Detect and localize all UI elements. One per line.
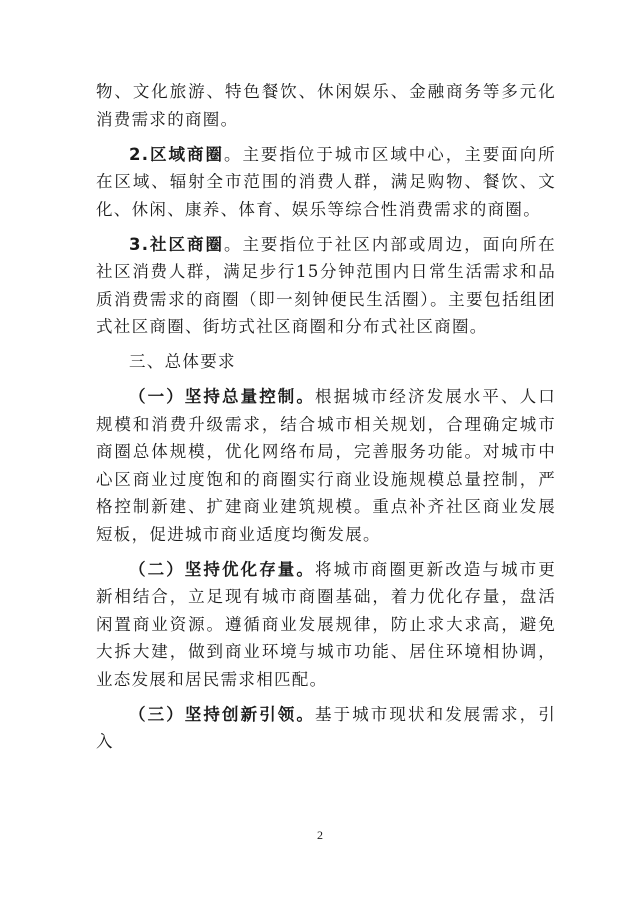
paragraph-community-business-district bbox=[96, 231, 556, 341]
body-text bbox=[96, 78, 556, 763]
paragraph-lead: 2.区域商圈 bbox=[129, 144, 224, 164]
section-heading bbox=[96, 348, 556, 376]
paragraph-optimize-stock bbox=[96, 556, 556, 694]
paragraph-lead: （一）坚持总量控制。 bbox=[129, 387, 315, 406]
paragraph-regional-business-district bbox=[96, 141, 556, 224]
paragraph-text: 根据城市经济发展水平、人口规模和消费升级需求，结合城市相关规划，合理确定城市商圈总体规模，优化网络布局，完善服务功能。对城市中心区商业过度饱和的商圈实行商业设施规模总量控制，严格控制新建、扩建商业建筑规模。重点补齐社区商业发展短板，促进城市商业适度均衡发展。 bbox=[96, 387, 556, 544]
heading-text: 三、总体要求 bbox=[129, 352, 236, 371]
paragraph-text: 基于城市现状和发展需求，引入 bbox=[96, 704, 556, 751]
paragraph-lead: （三）坚持创新引领。 bbox=[129, 704, 315, 724]
paragraph-total-control bbox=[96, 383, 556, 548]
paragraph-continued bbox=[96, 78, 556, 133]
paragraph-innovation bbox=[96, 701, 556, 756]
paragraph-text: 将城市商圈更新改造与城市更新相结合，立足现有城市商圈基础，着力优化存量，盘活闲置商业资源。遵循商业发展规律，防止求大求高，避免大拆大建，做到商业环境与城市功能、居住环境相协调，业态发展和居民需求相匹配。 bbox=[96, 559, 556, 689]
paragraph-text: 物、文化旅游、特色餐饮、休闲娱乐、金融商务等多元化消费需求的商圈。 bbox=[96, 82, 556, 129]
paragraph-lead: （二）坚持优化存量。 bbox=[129, 559, 315, 579]
paragraph-text: 。主要指位于城市区域中心，主要面向所在区域、辐射全市范围的消费人群，满足购物、餐饮、文化、休闲、康养、体育、娱乐等综合性消费需求的商圈。 bbox=[96, 144, 556, 219]
page-number: 2 bbox=[317, 828, 323, 842]
paragraph-lead: 3.社区商圈 bbox=[129, 234, 224, 254]
paragraph-text: 。主要指位于社区内部或周边，面向所在社区消费人群，满足步行15分钟范围内日常生活需求和品质消费需求的商圈（即一刻钟便民生活圈）。主要包括组团式社区商圈、街坊式社区商圈和分布式社区商圈。 bbox=[96, 234, 556, 336]
